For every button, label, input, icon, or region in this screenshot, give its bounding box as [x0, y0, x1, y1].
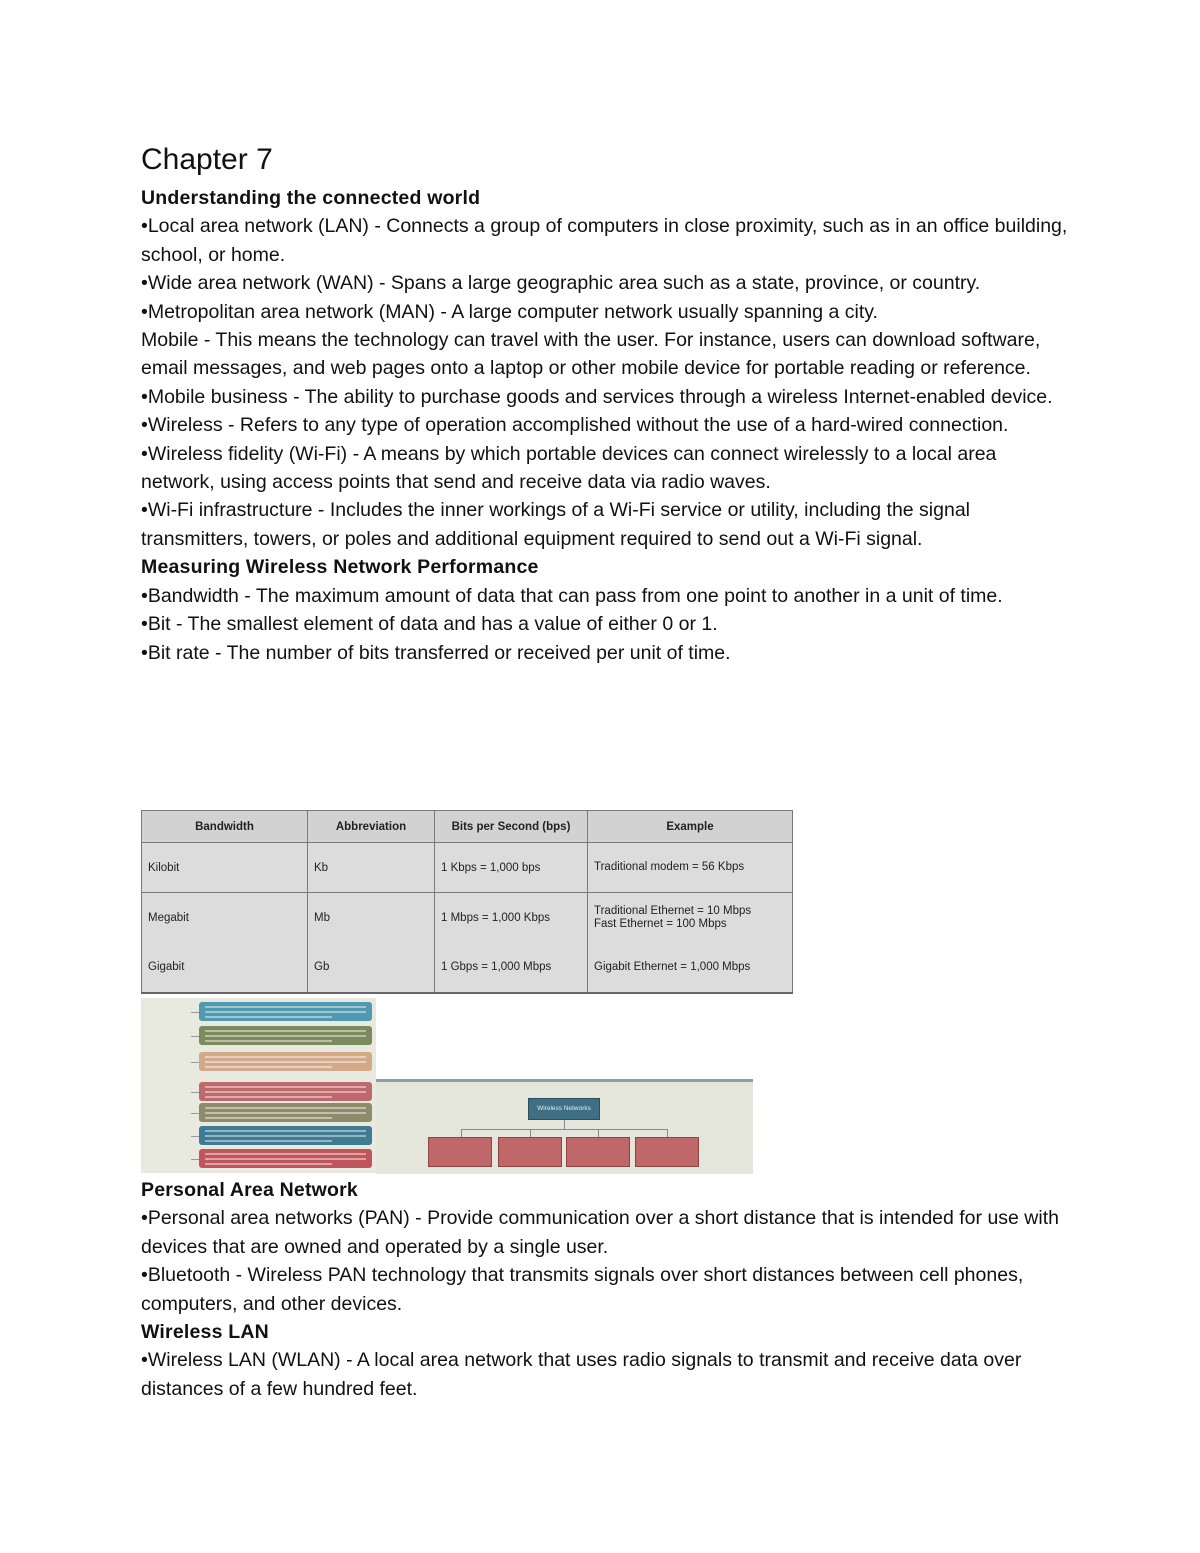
connector-line: [461, 1129, 462, 1137]
list-item: [199, 1052, 372, 1071]
list-item: [199, 1103, 372, 1122]
table-header: Example: [588, 811, 793, 843]
table-cell: 1 Gbps = 1,000 Mbps: [435, 943, 588, 993]
document-page: [141, 138, 1071, 667]
connector-line: [191, 1012, 199, 1013]
para-wifi: •Wireless fidelity (Wi-Fi) - A means by which portable devices can connect wirelessly to a local area network, using access points that send and receive data via radio waves.: [141, 442, 997, 494]
text-placeholder-line: [205, 1158, 366, 1160]
table-row: [142, 943, 793, 993]
table-cell: Kb: [308, 843, 435, 893]
network-types-list-figure: [141, 998, 376, 1173]
table-cell-line: Fast Ethernet = 100 Mbps: [594, 918, 727, 931]
text-placeholder-line: [205, 1086, 366, 1088]
text-placeholder-line: [205, 1056, 366, 1058]
table-cell: Traditional modem = 56 Kbps: [588, 843, 793, 893]
diagram-child-node: [635, 1137, 699, 1167]
heading-connected-world: Understanding the connected world: [141, 187, 481, 209]
bandwidth-table: [141, 810, 793, 994]
heading-measuring-performance: Measuring Wireless Network Performance: [141, 556, 539, 579]
table-cell: Megabit: [142, 893, 308, 943]
list-item: [199, 1026, 372, 1045]
connector-line: [461, 1129, 667, 1130]
wireless-networks-diagram: [376, 1079, 753, 1174]
chapter-title: Chapter 7: [141, 143, 273, 176]
para-bandwidth: •Bandwidth - The maximum amount of data that can pass from one point to another in a unit of time.: [141, 584, 1003, 607]
text-placeholder-line: [205, 1011, 366, 1013]
text-placeholder-line: [205, 1135, 366, 1137]
connector-line: [191, 1113, 199, 1114]
connector-line: [667, 1129, 668, 1137]
para-wifi-infrastructure: •Wi-Fi infrastructure - Includes the inner workings of a Wi-Fi service or utility, including the signal transmitters, towers, or poles and additional equipment required to send out a Wi-Fi signal.: [141, 499, 971, 550]
text-placeholder-line: [205, 1112, 366, 1114]
para-bit: •Bit - The smallest element of data and has a value of either 0 or 1.: [141, 613, 718, 636]
document-page-lower: [141, 1176, 1071, 1403]
table-cell: Kilobit: [142, 843, 308, 893]
diagram-child-node: [566, 1137, 630, 1167]
table-cell: [588, 893, 793, 943]
connector-line: [191, 1036, 199, 1037]
diagram-child-node: [428, 1137, 492, 1167]
text-placeholder-line: [205, 1107, 366, 1109]
table-cell: Gb: [308, 943, 435, 993]
table-cell: Gigabit: [142, 943, 308, 993]
table-row: [142, 893, 793, 943]
list-item: [199, 1082, 372, 1101]
text-placeholder-line: [205, 1061, 366, 1063]
text-placeholder-line: [205, 1030, 366, 1032]
para-bluetooth: •Bluetooth - Wireless PAN technology that transmits signals over short distances between cell phones, computers, and other devices.: [141, 1264, 1024, 1315]
list-item: [199, 1002, 372, 1021]
text-placeholder-line: [205, 1153, 366, 1155]
connector-line: [191, 1159, 199, 1160]
text-placeholder-line: [205, 1130, 366, 1132]
text-placeholder-line: [205, 1066, 332, 1068]
text-placeholder-line: [205, 1016, 332, 1018]
text-placeholder-line: [205, 1040, 332, 1042]
connector-line: [598, 1129, 599, 1137]
heading-wireless-lan: Wireless LAN: [141, 1321, 269, 1344]
para-pan: •Personal area networks (PAN) - Provide communication over a short distance that is intended for use with devices that are owned and operated by a single user.: [141, 1207, 1059, 1258]
para-wlan: •Wireless LAN (WLAN) - A local area network that uses radio signals to transmit and receive data over distances of a few hundred feet.: [141, 1349, 1022, 1400]
table-cell-line: Traditional Ethernet = 10 Mbps: [594, 905, 752, 918]
table-header: Bits per Second (bps): [435, 811, 588, 843]
para-mobile-business: •Mobile business - The ability to purchase goods and services through a wireless Internet-enabled device.: [141, 385, 1053, 408]
text-placeholder-line: [205, 1163, 332, 1165]
list-item: [199, 1126, 372, 1145]
text-placeholder-line: [205, 1035, 366, 1037]
connector-line: [191, 1136, 199, 1137]
diagram-child-node: [498, 1137, 562, 1167]
para-wan: •Wide area network (WAN) - Spans a large geographic area such as a state, province, or country.: [141, 272, 981, 295]
table-cell: Gigabit Ethernet = 1,000 Mbps: [588, 943, 793, 993]
text-placeholder-line: [205, 1006, 366, 1008]
table-cell: 1 Mbps = 1,000 Kbps: [435, 893, 588, 943]
bandwidth-table-figure: [141, 810, 793, 994]
para-mobile: Mobile - This means the technology can travel with the user. For instance, users can download software, email messages, and web pages onto a laptop or other mobile device for portable reading or reference.: [141, 329, 1041, 380]
para-man: •Metropolitan area network (MAN) - A large computer network usually spanning a city.: [141, 300, 878, 323]
para-bit-rate: •Bit rate - The number of bits transferred or received per unit of time.: [141, 641, 731, 664]
text-placeholder-line: [205, 1096, 332, 1098]
para-lan: •Local area network (LAN) - Connects a group of computers in close proximity, such as in an office building, school, or home.: [141, 215, 1068, 266]
connector-line: [191, 1062, 199, 1063]
connector-line: [191, 1092, 199, 1093]
diagram-root-node: Wireless Networks: [528, 1098, 600, 1120]
table-row: [142, 843, 793, 893]
text-placeholder-line: [205, 1140, 332, 1142]
text-placeholder-line: [205, 1091, 366, 1093]
table-header: Bandwidth: [142, 811, 308, 843]
para-wireless: •Wireless - Refers to any type of operation accomplished without the use of a hard-wired connection.: [141, 414, 1009, 437]
table-cell: Mb: [308, 893, 435, 943]
list-item: [199, 1149, 372, 1168]
heading-pan: Personal Area Network: [141, 1179, 358, 1201]
connector-line: [564, 1120, 565, 1129]
table-header: Abbreviation: [308, 811, 435, 843]
text-placeholder-line: [205, 1117, 332, 1119]
connector-line: [530, 1129, 531, 1137]
table-cell: 1 Kbps = 1,000 bps: [435, 843, 588, 893]
